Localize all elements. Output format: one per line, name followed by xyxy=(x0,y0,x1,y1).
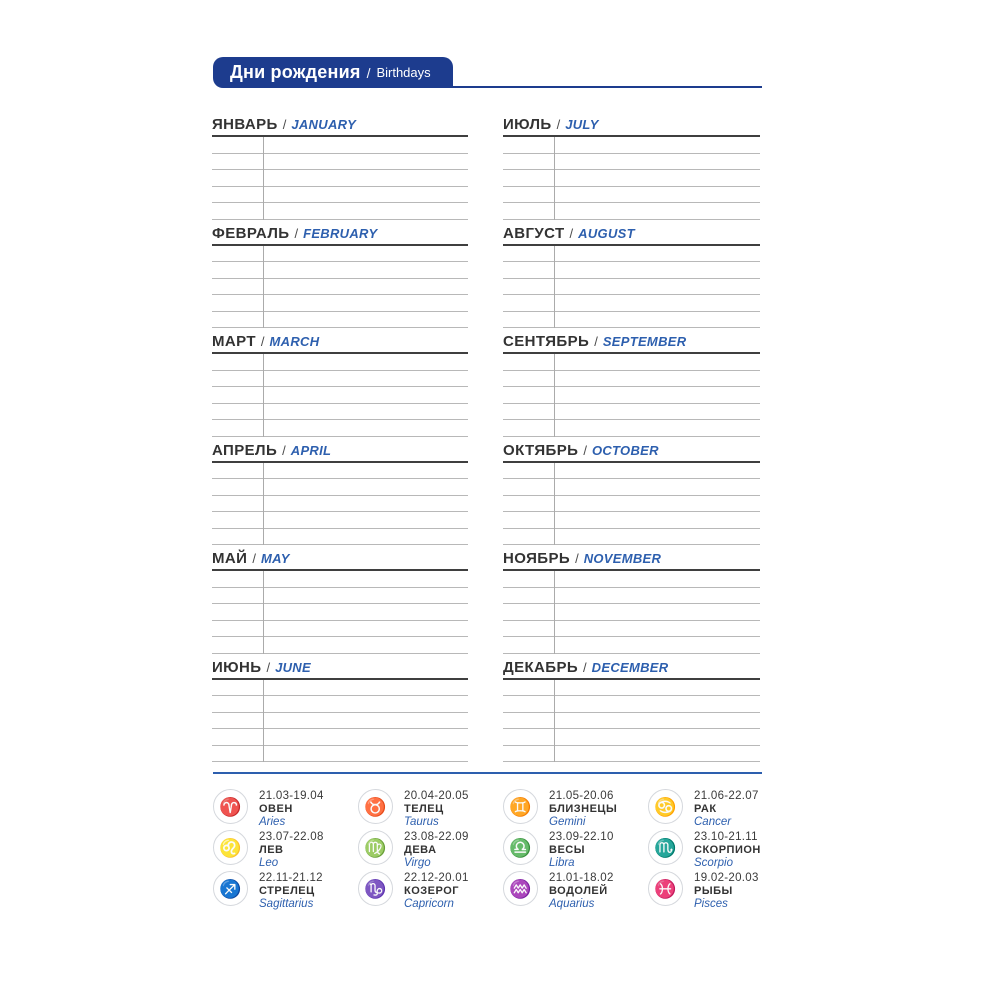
zodiac-name-en: Pisces xyxy=(694,898,728,910)
pisces-icon: ♓ xyxy=(648,871,683,906)
zodiac-dates: 23.10-21.11 xyxy=(694,831,758,843)
ruled-line xyxy=(503,571,760,588)
month-name-en: AUGUST xyxy=(578,225,635,241)
ruled-line xyxy=(503,529,760,546)
month-block-march xyxy=(212,334,468,437)
date-column-divider xyxy=(554,463,555,546)
month-name-ru: ДЕКАБРЬ xyxy=(503,658,579,676)
zodiac-name-ru: ВЕСЫ xyxy=(549,844,585,856)
page-title-separator: / xyxy=(366,64,371,81)
month-name-separator: / xyxy=(252,551,256,566)
ruled-line xyxy=(503,637,760,654)
month-header xyxy=(503,551,760,567)
month-name-separator: / xyxy=(569,225,574,241)
zodiac-entry-capricorn xyxy=(358,871,503,912)
ruled-line xyxy=(212,571,468,588)
ruled-line xyxy=(212,696,468,713)
zodiac-entry-text xyxy=(549,871,614,911)
ruled-line xyxy=(212,279,468,296)
zodiac-name-ru: РЫБЫ xyxy=(694,885,733,897)
date-column-divider xyxy=(554,680,555,763)
month-header xyxy=(503,334,760,350)
month-block-may xyxy=(212,551,468,654)
month-name-ru: ЯНВАРЬ xyxy=(212,116,278,133)
month-block-september xyxy=(503,334,760,437)
month-header xyxy=(212,551,468,567)
zodiac-name-en: Sagittarius xyxy=(259,898,314,910)
ruled-line xyxy=(212,729,468,746)
zodiac-name-en: Libra xyxy=(549,857,575,869)
zodiac-entry-leo xyxy=(213,830,358,871)
month-name-en: JANUARY xyxy=(291,117,357,132)
aquarius-icon: ♒ xyxy=(503,871,538,906)
ruled-line xyxy=(503,154,760,171)
leo-icon: ♌ xyxy=(213,830,248,865)
ruled-line xyxy=(503,680,760,697)
month-lines xyxy=(212,571,468,654)
month-header xyxy=(212,226,468,242)
month-name-en: APRIL xyxy=(290,442,332,458)
libra-icon: ♎ xyxy=(503,830,538,865)
page-title-en: Birthdays xyxy=(376,65,431,80)
zodiac-dates: 20.04-20.05 xyxy=(404,790,469,802)
zodiac-entry-taurus xyxy=(358,789,503,830)
zodiac-name-ru: ЛЕВ xyxy=(259,844,284,856)
ruled-line xyxy=(503,696,760,713)
zodiac-entry-sagittarius xyxy=(213,871,358,912)
month-name-ru: ОКТЯБРЬ xyxy=(503,441,579,459)
ruled-line xyxy=(212,512,468,529)
month-name-separator: / xyxy=(594,334,598,349)
ruled-line xyxy=(212,154,468,171)
zodiac-name-ru: КОЗЕРОГ xyxy=(404,885,459,897)
month-block-june xyxy=(212,660,468,763)
ruled-line xyxy=(212,295,468,312)
date-column-divider xyxy=(554,571,555,654)
zodiac-entry-text xyxy=(259,830,324,870)
month-name-en: OCTOBER xyxy=(591,442,659,458)
zodiac-name-ru: ОВЕН xyxy=(259,803,293,815)
capricorn-icon: ♑ xyxy=(358,871,393,906)
month-name-separator: / xyxy=(294,225,299,241)
ruled-line xyxy=(503,512,760,529)
month-name-en: MAY xyxy=(260,551,290,566)
month-name-ru: ИЮНЬ xyxy=(212,658,262,676)
page-title-tab xyxy=(213,57,453,88)
zodiac-name-ru: ВОДОЛЕЙ xyxy=(549,885,608,897)
month-name-ru: АПРЕЛЬ xyxy=(212,441,278,459)
ruled-line xyxy=(503,170,760,187)
ruled-line xyxy=(503,729,760,746)
months-column-left xyxy=(212,117,468,768)
month-name-separator: / xyxy=(282,117,287,132)
month-lines xyxy=(212,463,468,546)
zodiac-name-en: Leo xyxy=(259,857,279,869)
ruled-line xyxy=(503,404,760,421)
zodiac-separator-rule xyxy=(213,772,762,774)
ruled-line xyxy=(212,496,468,513)
month-name-separator: / xyxy=(556,117,561,132)
ruled-line xyxy=(503,262,760,279)
month-name-en: DECEMBER xyxy=(591,659,669,675)
ruled-line xyxy=(212,137,468,154)
month-name-ru: СЕНТЯБРЬ xyxy=(503,333,590,350)
month-lines xyxy=(212,680,468,763)
month-name-separator: / xyxy=(266,659,271,675)
zodiac-entry-pisces xyxy=(648,871,762,912)
ruled-line xyxy=(503,420,760,437)
ruled-line xyxy=(212,479,468,496)
zodiac-name-en: Gemini xyxy=(549,816,586,828)
zodiac-dates: 23.08-22.09 xyxy=(404,831,469,843)
month-header xyxy=(503,117,760,133)
month-name-en: MARCH xyxy=(269,334,320,349)
ruled-line xyxy=(212,404,468,421)
month-block-november xyxy=(503,551,760,654)
ruled-line xyxy=(503,387,760,404)
zodiac-name-en: Capricorn xyxy=(404,898,454,910)
ruled-line xyxy=(212,312,468,329)
month-block-april xyxy=(212,443,468,546)
ruled-line xyxy=(212,420,468,437)
ruled-line xyxy=(503,295,760,312)
month-header xyxy=(212,334,468,350)
month-name-en: NOVEMBER xyxy=(583,551,662,566)
date-column-divider xyxy=(554,354,555,437)
ruled-line xyxy=(212,354,468,371)
month-name-en: FEBRUARY xyxy=(303,225,378,241)
zodiac-name-ru: СТРЕЛЕЦ xyxy=(259,885,315,897)
zodiac-entry-aquarius xyxy=(503,871,648,912)
zodiac-dates: 23.09-22.10 xyxy=(549,831,614,843)
date-column-divider xyxy=(263,137,264,220)
zodiac-entry-text xyxy=(404,830,469,870)
zodiac-entry-text xyxy=(694,789,759,829)
month-lines xyxy=(503,246,760,329)
ruled-line xyxy=(503,496,760,513)
ruled-line xyxy=(503,187,760,204)
zodiac-dates: 21.05-20.06 xyxy=(549,790,614,802)
ruled-line xyxy=(212,588,468,605)
month-name-separator: / xyxy=(282,442,286,458)
ruled-line xyxy=(503,354,760,371)
zodiac-dates: 22.11-21.12 xyxy=(259,872,323,884)
gemini-icon: ♊ xyxy=(503,789,538,824)
ruled-line xyxy=(212,371,468,388)
month-name-ru: ИЮЛЬ xyxy=(503,116,552,133)
zodiac-name-ru: ДЕВА xyxy=(404,844,437,856)
zodiac-entry-text xyxy=(694,830,761,870)
ruled-line xyxy=(503,463,760,480)
zodiac-dates: 19.02-20.03 xyxy=(694,872,759,884)
ruled-line xyxy=(503,588,760,605)
ruled-line xyxy=(212,203,468,220)
month-header xyxy=(503,660,760,676)
month-lines xyxy=(212,246,468,329)
ruled-line xyxy=(503,312,760,329)
month-name-en: JULY xyxy=(565,117,599,132)
month-block-july xyxy=(503,117,760,220)
month-block-december xyxy=(503,660,760,763)
month-name-separator: / xyxy=(583,659,587,675)
month-name-ru: НОЯБРЬ xyxy=(503,550,571,567)
month-block-january xyxy=(212,117,468,220)
ruled-line xyxy=(503,604,760,621)
ruled-line xyxy=(212,246,468,263)
zodiac-name-en: Aquarius xyxy=(549,898,595,910)
zodiac-name-ru: БЛИЗНЕЦЫ xyxy=(549,803,618,815)
zodiac-entry-gemini xyxy=(503,789,648,830)
zodiac-entry-cancer xyxy=(648,789,762,830)
date-column-divider xyxy=(263,571,264,654)
ruled-line xyxy=(503,246,760,263)
taurus-icon: ♉ xyxy=(358,789,393,824)
month-name-separator: / xyxy=(260,334,265,349)
zodiac-entry-virgo xyxy=(358,830,503,871)
ruled-line xyxy=(212,604,468,621)
month-lines xyxy=(503,463,760,546)
zodiac-name-ru: РАК xyxy=(694,803,717,815)
ruled-line xyxy=(212,713,468,730)
month-lines xyxy=(503,137,760,220)
zodiac-name-ru: ТЕЛЕЦ xyxy=(404,803,444,815)
date-column-divider xyxy=(263,354,264,437)
month-header xyxy=(212,443,468,459)
ruled-line xyxy=(503,279,760,296)
date-column-divider xyxy=(263,246,264,329)
month-header xyxy=(212,117,468,133)
aries-icon: ♈ xyxy=(213,789,248,824)
month-block-august xyxy=(503,226,760,329)
virgo-icon: ♍ xyxy=(358,830,393,865)
ruled-line xyxy=(503,203,760,220)
zodiac-dates: 23.07-22.08 xyxy=(259,831,324,843)
zodiac-name-en: Aries xyxy=(259,816,286,828)
ruled-line xyxy=(212,387,468,404)
date-column-divider xyxy=(554,246,555,329)
ruled-line xyxy=(212,621,468,638)
zodiac-entry-text xyxy=(549,830,614,870)
zodiac-entry-text xyxy=(259,789,324,829)
date-column-divider xyxy=(263,680,264,763)
ruled-line xyxy=(503,713,760,730)
ruled-line xyxy=(503,137,760,154)
ruled-line xyxy=(212,170,468,187)
ruled-line xyxy=(212,680,468,697)
month-name-en: JUNE xyxy=(275,659,311,675)
date-column-divider xyxy=(554,137,555,220)
ruled-line xyxy=(212,637,468,654)
month-name-ru: ФЕВРАЛЬ xyxy=(212,224,290,242)
month-name-ru: МАЙ xyxy=(212,550,248,567)
header-rule xyxy=(452,86,762,88)
month-lines xyxy=(503,571,760,654)
zodiac-entry-text xyxy=(259,871,323,911)
ruled-line xyxy=(212,262,468,279)
month-name-ru: АВГУСТ xyxy=(503,224,565,242)
ruled-line xyxy=(212,529,468,546)
zodiac-dates: 22.12-20.01 xyxy=(404,872,469,884)
month-name-separator: / xyxy=(575,551,579,566)
zodiac-entry-libra xyxy=(503,830,648,871)
zodiac-name-en: Virgo xyxy=(404,857,431,869)
cancer-icon: ♋ xyxy=(648,789,683,824)
scorpio-icon: ♏ xyxy=(648,830,683,865)
ruled-line xyxy=(212,463,468,480)
zodiac-name-en: Scorpio xyxy=(694,857,733,869)
zodiac-entry-text xyxy=(404,871,469,911)
zodiac-legend xyxy=(213,789,762,912)
month-header xyxy=(212,660,468,676)
month-lines xyxy=(503,354,760,437)
month-lines xyxy=(503,680,760,763)
month-lines xyxy=(212,354,468,437)
zodiac-entry-text xyxy=(549,789,617,829)
month-name-separator: / xyxy=(583,442,587,458)
ruled-line xyxy=(503,479,760,496)
ruled-line xyxy=(503,746,760,763)
zodiac-dates: 21.01-18.02 xyxy=(549,872,614,884)
date-column-divider xyxy=(263,463,264,546)
ruled-line xyxy=(503,371,760,388)
page-title-ru: Дни рождения xyxy=(230,62,361,82)
zodiac-entry-scorpio xyxy=(648,830,762,871)
month-name-en: SEPTEMBER xyxy=(602,334,687,349)
month-header xyxy=(503,226,760,242)
zodiac-name-ru: СКОРПИОН xyxy=(694,844,761,856)
zodiac-entry-text xyxy=(404,789,469,829)
month-lines xyxy=(212,137,468,220)
zodiac-name-en: Cancer xyxy=(694,816,732,828)
zodiac-dates: 21.03-19.04 xyxy=(259,790,324,802)
zodiac-entry-text xyxy=(694,871,759,911)
zodiac-dates: 21.06-22.07 xyxy=(694,790,759,802)
ruled-line xyxy=(503,621,760,638)
ruled-line xyxy=(212,746,468,763)
ruled-line xyxy=(212,187,468,204)
zodiac-name-en: Taurus xyxy=(404,816,439,828)
month-header xyxy=(503,443,760,459)
month-block-october xyxy=(503,443,760,546)
zodiac-entry-aries xyxy=(213,789,358,830)
months-column-right xyxy=(503,117,760,768)
sagittarius-icon: ♐ xyxy=(213,871,248,906)
month-block-february xyxy=(212,226,468,329)
month-name-ru: МАРТ xyxy=(212,333,256,350)
